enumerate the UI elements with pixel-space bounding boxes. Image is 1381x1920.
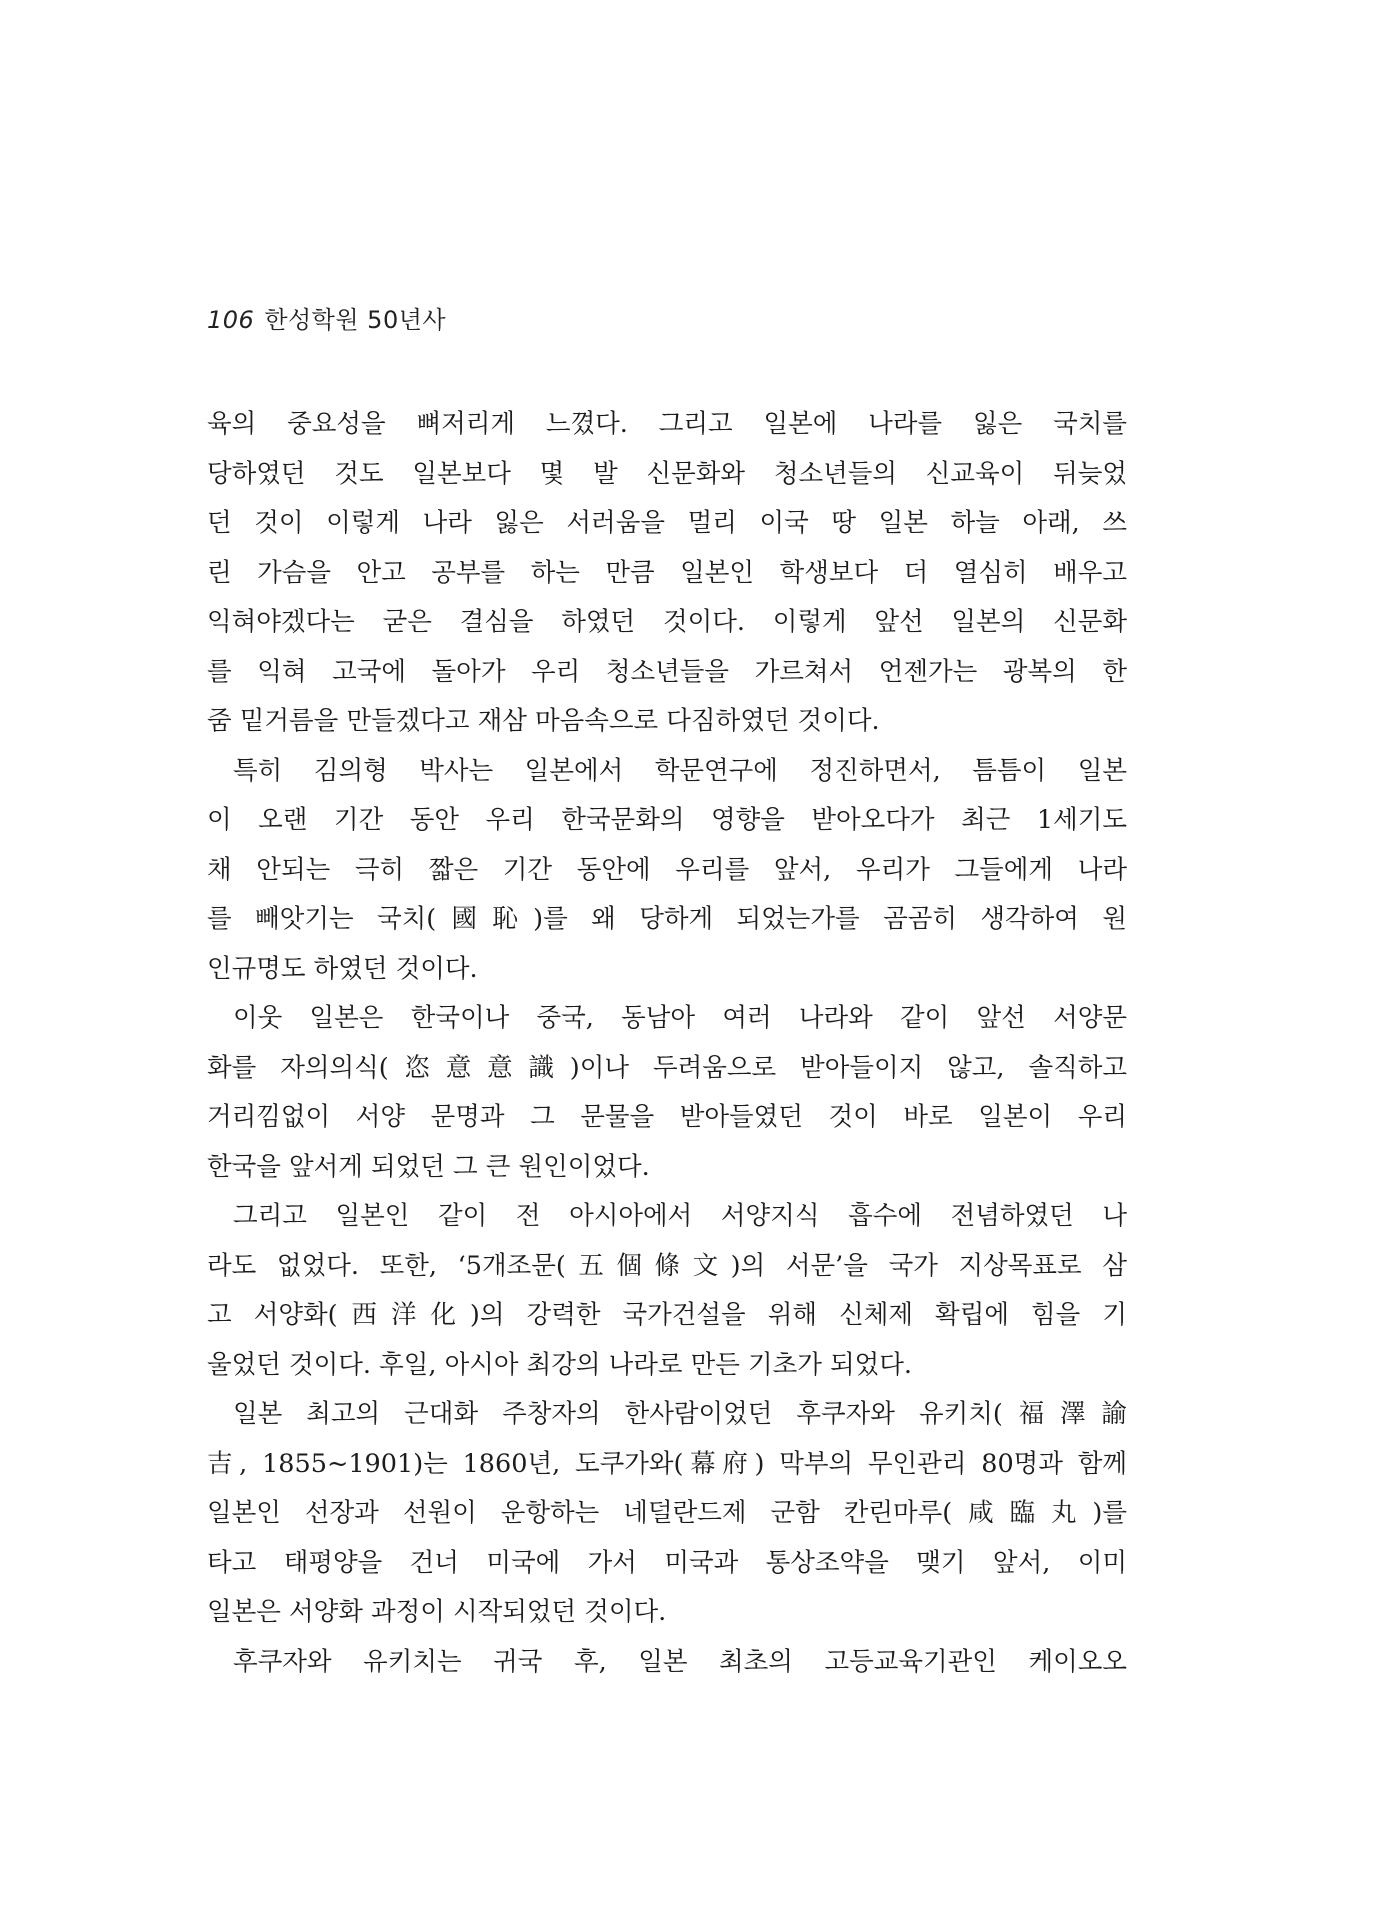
text-line: 한국을 앞서게 되었던 그 큰 원인이었다. [207, 1151, 650, 1182]
text-line: 吉, 1855~1901)는 1860년, 도쿠가와(幕府) 막부의 무인관리 80명과 함께 [207, 1448, 1127, 1479]
text-line: 린 가슴을 안고 공부를 하는 만큼 일본인 학생보다 더 열심히 배우고 [207, 557, 1127, 588]
text-line: 를 익혀 고국에 돌아가 우리 청소년들을 가르쳐서 언젠가는 광복의 한 [207, 656, 1127, 687]
text-line: 를 빼앗기는 국치(國恥)를 왜 당하게 되었는가를 곰곰히 생각하여 원 [207, 904, 1127, 934]
text-line: 당하였던 것도 일본보다 몇 발 신문화와 청소년들의 신교육이 뒤늦었 [207, 458, 1127, 489]
text-line: 울었던 것이다. 후일, 아시아 최강의 나라로 만든 기초가 되었다. [207, 1349, 912, 1380]
text-line: 특히 김의형 박사는 일본에서 학문연구에 정진하면서, 틈틈이 일본 [233, 755, 1127, 786]
text-line: 인규명도 하였던 것이다. [207, 953, 478, 984]
text-line: 육의 중요성을 뼈저리게 느꼈다. 그리고 일본에 나라를 잃은 국치를 [207, 409, 1127, 439]
text-line: 던 것이 이렇게 나라 잃은 서러움을 멀리 이국 땅 일본 하늘 아래, 쓰 [207, 508, 1127, 538]
text-line: 이웃 일본은 한국이나 중국, 동남아 여러 나라와 같이 앞선 서양문 [233, 1003, 1127, 1033]
text-line: 거리낌없이 서양 문명과 그 문물을 받아들였던 것이 바로 일본이 우리 [207, 1102, 1127, 1132]
text-line: 익혀야겠다는 굳은 결심을 하였던 것이다. 이렇게 앞선 일본의 신문화 [207, 607, 1127, 637]
text-line: 일본 최고의 근대화 주창자의 한사람이었던 후쿠자와 유키치(福澤諭 [233, 1399, 1127, 1429]
text-line: 화를 자의의식(恣意意識)이나 두려움으로 받아들이지 않고, 솔직하고 [207, 1052, 1127, 1083]
page-number: 106 [207, 306, 255, 334]
text-line: 라도 없었다. 또한, ‘5개조문(五個條文)의 서문’을 국가 지상목표로 삼 [207, 1250, 1127, 1281]
text-line: 일본인 선장과 선원이 운항하는 네덜란드제 군함 칸린마루(咸臨丸)를 [207, 1498, 1127, 1528]
book-title: 한성학원 50년사 [264, 306, 447, 334]
text-line: 줌 밑거름을 만들겠다고 재삼 마음속으로 다짐하였던 것이다. [207, 706, 880, 736]
text-line: 타고 태평양을 건너 미국에 가서 미국과 통상조약을 맺기 앞서, 이미 [207, 1547, 1127, 1578]
text-line: 후쿠자와 유키치는 귀국 후, 일본 최초의 고등교육기관인 케이오오 [233, 1646, 1127, 1677]
body-text [207, 400, 1127, 1687]
text-line: 그리고 일본인 같이 전 아시아에서 서양지식 흡수에 전념하였던 나 [233, 1201, 1127, 1231]
text-line: 고 서양화(西洋化)의 강력한 국가건설을 위해 신체제 확립에 힘을 기 [207, 1300, 1127, 1330]
text-line: 일본은 서양화 과정이 시작되었던 것이다. [207, 1597, 667, 1627]
running-header [207, 300, 446, 335]
text-line: 이 오랜 기간 동안 우리 한국문화의 영향을 받아오다가 최근 1세기도 [207, 805, 1127, 835]
text-line: 채 안되는 극히 짧은 기간 동안에 우리를 앞서, 우리가 그들에게 나라 [207, 854, 1127, 885]
